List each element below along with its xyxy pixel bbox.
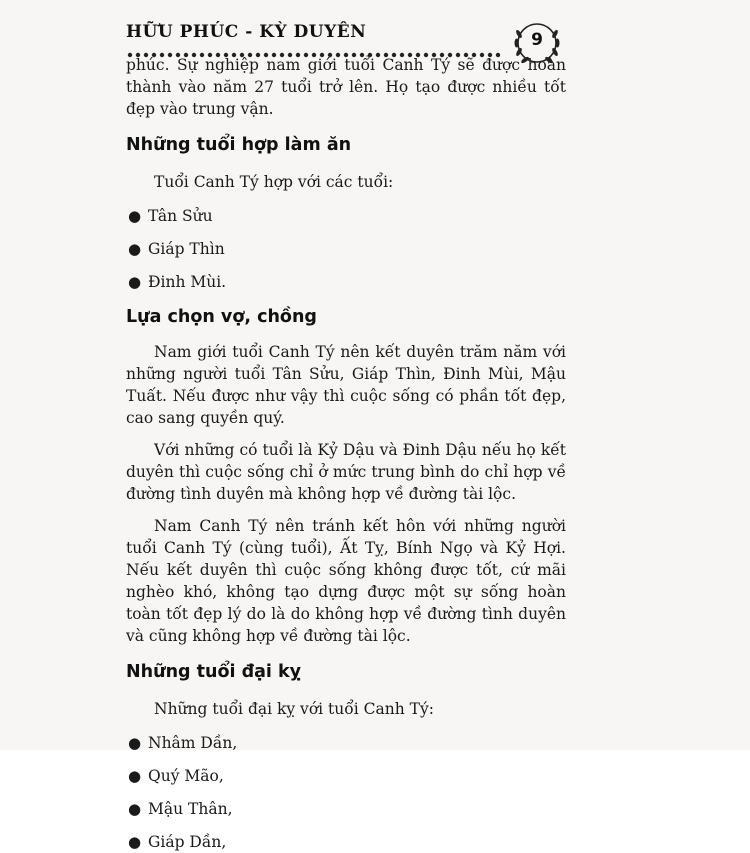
bullet-dot-icon: ●	[128, 207, 142, 225]
heading-compatible-ages: Những tuổi hợp làm ăn	[126, 135, 352, 155]
compatible-list	[126, 205, 566, 293]
list-item: ● Quý Mão,	[128, 767, 224, 785]
list-item: ● Nhâm Dần,	[128, 734, 238, 752]
bullet-dot-icon: ●	[128, 800, 142, 818]
list-item: ● Giáp Dần,	[128, 833, 227, 851]
page-body	[126, 54, 566, 853]
bullet-dot-icon: ●	[128, 833, 142, 851]
heading-taboo-ages: Những tuổi đại kỵ	[126, 662, 302, 682]
heading-marriage: Lựa chọn vợ, chồng	[126, 307, 317, 327]
intro-paragraph: phúc. Sự nghiệp nam giới tuổi Canh Tý sẽ được hoàn thành vào năm 27 tuổi trở lên. Họ tạo được nhiều tốt đẹp vào trung vận.	[126, 56, 566, 118]
list-item: ● Giáp Thìn	[128, 240, 225, 258]
marriage-paragraph-1: Nam giới tuổi Canh Tý nên kết duyên trăm năm với những người tuổi Tân Sửu, Giáp Thìn, Đinh Mùi, Mậu Tuất. Nếu được như vậy thì cuộc sống có phần tốt đẹp, cao sang quyền quý.	[126, 343, 566, 427]
list-item: ● Đinh Mùi.	[128, 273, 227, 291]
compatible-lead: Tuổi Canh Tý hợp với các tuổi:	[154, 173, 394, 191]
bullet-dot-icon: ●	[128, 240, 142, 258]
taboo-list	[126, 732, 566, 853]
page-number: 9	[531, 30, 543, 50]
header-title: HỮU PHÚC - KỲ DUYÊN	[126, 22, 367, 42]
marriage-paragraph-2: Với những có tuổi là Kỷ Dậu và Đinh Dậu nếu họ kết duyên thì cuộc sống chỉ ở mức trung bình do chỉ hợp về đường tình duyên mà không hợp về đường tài lộc.	[126, 441, 566, 503]
taboo-lead: Những tuổi đại kỵ với tuổi Canh Tý:	[154, 700, 434, 718]
list-item: ● Tân Sửu	[128, 207, 213, 225]
bullet-dot-icon: ●	[128, 273, 142, 291]
marriage-paragraph-3: Nam Canh Tý nên tránh kết hôn với những người tuổi Canh Tý (cùng tuổi), Ất Tỵ, Bính Ngọ và Kỷ Hợi. Nếu kết duyên thì cuộc sống không được tốt, cứ mãi nghèo khó, không tạo dựng được một sự sống hoàn toàn tốt đẹp lý do là do không hợp về đường tình duyên và cũng không hợp về đường tài lộc.	[126, 517, 566, 645]
bullet-dot-icon: ●	[128, 767, 142, 785]
list-item: ● Mậu Thân,	[128, 800, 233, 818]
bullet-dot-icon: ●	[128, 734, 142, 752]
